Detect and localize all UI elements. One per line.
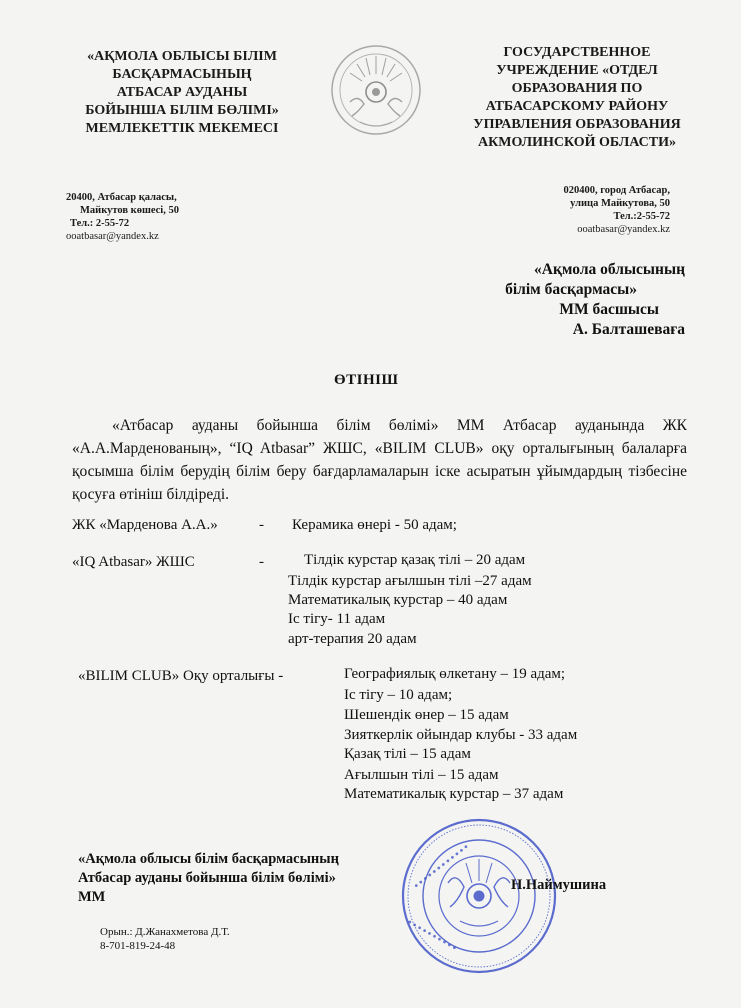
org2-item: арт-терапия 20 адам [288, 631, 417, 647]
org3-item: Ағылшын тілі – 15 адам [344, 767, 499, 783]
recipient-line: білім басқармасы» [505, 281, 637, 298]
signature-org-line: ММ [78, 889, 106, 905]
address-left [66, 191, 179, 243]
address-line: 020400, город Атбасар, [563, 185, 670, 196]
svg-text:● ● ● ● ● ● ● ● ● ●: ● ● ● ● ● ● ● ● ● ● [406, 918, 458, 953]
signature-name: Н.Наймушина [511, 877, 607, 893]
signature-org-block [78, 850, 339, 907]
org3-item: Географиялық өлкетану – 19 адам; [344, 666, 566, 682]
header-right-line: АТБАСАРСКОМУ РАЙОНУ [485, 99, 669, 114]
org2-item: Іс тігу- 11 адам [288, 611, 386, 627]
address-email: ooatbasar@yandex.kz [66, 231, 159, 242]
address-line: 20400, Атбасар қаласы, [66, 192, 177, 203]
org2-item: Математикалық курстар – 40 адам [288, 592, 508, 608]
org2-item: Тілдік курстар қазақ тілі – 20 адам [304, 552, 526, 568]
org1-name: ЖК «Марденова А.А.» [72, 517, 218, 533]
address-email: ooatbasar@yandex.kz [577, 224, 670, 235]
address-right [545, 184, 670, 236]
signature-org-line: Атбасар ауданы бойынша білім бөлімі» [78, 870, 336, 886]
recipient-line: «Ақмола облысының [534, 261, 685, 278]
org3-item: Қазақ тілі – 15 адам [344, 746, 471, 762]
state-emblem-icon [328, 42, 424, 138]
header-left-line: МЕМЛЕКЕТТІК МЕКЕМЕСІ [85, 121, 279, 136]
body-paragraph: «Атбасар ауданы бойынша білім бөлімі» ММ Атбасар ауданында ЖК «А.А.Марденованың», “IQ Atbasar” ЖШС, «BILIM CLUB» оқу орталығының балаларға қосымша білім берудің білім беру бағдарламаларын іске асыратын ұйымдардың тізбесіне қосуға өтініш білдіреді. [72, 417, 687, 503]
org2-name: «IQ Atbasar» ЖШС [72, 554, 195, 570]
header-left-line: «АҚМОЛА ОБЛЫСЫ БІЛІМ [87, 49, 277, 64]
header-right-line: УЧРЕЖДЕНИЕ «ОТДЕЛ [496, 63, 658, 78]
header-right-line: УПРАВЛЕНИЯ ОБРАЗОВАНИЯ [473, 117, 681, 132]
header-left-line: БАСҚАРМАСЫНЫҢ [112, 67, 252, 82]
header-left-line: АТБАСАР АУДАНЫ [116, 85, 248, 100]
official-seal-icon [400, 817, 558, 975]
org1-item: Керамика өнері - 50 адам; [292, 517, 457, 533]
address-line: Майкутов көшесі, 50 [80, 205, 179, 216]
document-title: ӨТІНІШ [334, 372, 399, 388]
header-right-line: ГОСУДАРСТВЕННОЕ [503, 45, 651, 60]
executor-name: Орын.: Д.Жанахметова Д.Т. [100, 926, 230, 938]
recipient-line: ММ басшысы [559, 301, 659, 318]
org3-item: Математикалық курстар – 37 адам [344, 786, 564, 802]
org3-name: «BILIM CLUB» Оқу орталығы - [78, 668, 284, 684]
address-line: Тел.:2-55-72 [613, 211, 670, 222]
address-line: улица Майкутова, 50 [570, 198, 670, 209]
svg-text:● ● ● ● ● ● ● ● ● ● ● ●: ● ● ● ● ● ● ● ● ● ● ● ● [412, 843, 470, 890]
org3-item: Зияткерлік ойындар клубы - 33 адам [344, 727, 578, 743]
header-right-line: ОБРАЗОВАНИЯ ПО [511, 81, 643, 96]
recipient-line: А. Балташеваға [572, 321, 685, 338]
org2-dash: - [259, 554, 264, 570]
org3-item: Іс тігу – 10 адам; [344, 687, 453, 703]
recipient-block [440, 260, 685, 340]
header-left-line: БОЙЫНША БІЛІМ БӨЛІМІ» [85, 103, 279, 118]
org3-item: Шешендік өнер – 15 адам [344, 707, 509, 723]
executor-block [100, 925, 230, 953]
header-left-block [52, 48, 312, 138]
header-right-line: АКМОЛИНСКОЙ ОБЛАСТИ» [477, 135, 677, 150]
address-line: Тел.: 2-55-72 [70, 218, 130, 229]
org2-item: Тілдік курстар ағылшын тілі –27 адам [288, 573, 532, 589]
org1-dash: - [259, 517, 264, 533]
signature-org-line: «Ақмола облысы білім басқармасының [78, 851, 339, 867]
header-right-block [448, 44, 706, 152]
executor-phone: 8-701-819-24-48 [100, 940, 176, 952]
